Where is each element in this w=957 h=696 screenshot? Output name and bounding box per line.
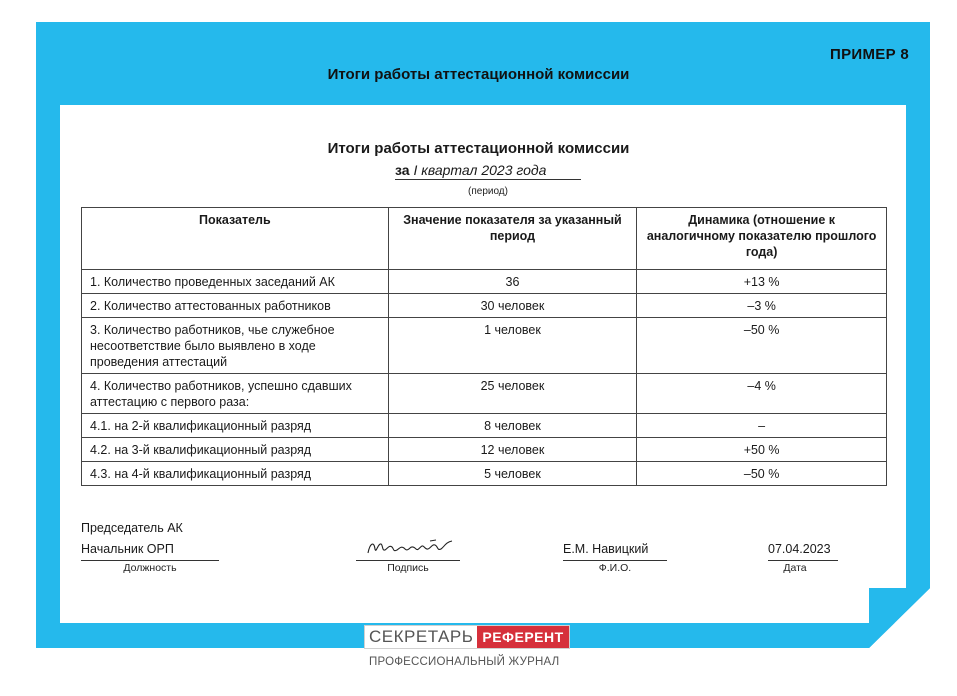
table-row — [82, 294, 887, 318]
table-header-row — [82, 208, 887, 270]
table-row — [82, 438, 887, 462]
row-indicator: 1. Количество проведенных заседаний АК — [82, 270, 389, 294]
date-underline — [768, 560, 838, 561]
row-dynamics: +13 % — [637, 270, 887, 294]
handwritten-signature-icon — [364, 537, 460, 559]
position-underline — [81, 560, 219, 561]
period-prefix: за — [395, 162, 410, 178]
row-value: 8 человек — [388, 414, 637, 438]
row-dynamics: –50 % — [637, 318, 887, 374]
page-curl-icon — [869, 588, 930, 648]
row-dynamics: –3 % — [637, 294, 887, 318]
period-value: I квартал 2023 года — [413, 162, 547, 178]
period-caption: (период) — [468, 186, 508, 197]
header-value: Значение показателя за указанный период — [388, 208, 637, 270]
row-value: 25 человек — [388, 374, 637, 414]
row-indicator: 4. Количество работников, успешно сдавших аттестацию с первого раза: — [82, 374, 389, 414]
table-row — [82, 318, 887, 374]
row-indicator: 3. Количество работников, чье служебное несоответствие было выявлено в ходе проведения аттестаций — [82, 318, 389, 374]
table-row — [82, 374, 887, 414]
date-caption: Дата — [783, 562, 807, 574]
signature-underline — [356, 560, 460, 561]
row-dynamics: +50 % — [637, 438, 887, 462]
position-line1: Председатель АК — [81, 521, 183, 535]
frame-title: Итоги работы аттестационной комиссии — [327, 66, 630, 83]
header-indicator: Показатель — [82, 208, 389, 270]
signature-caption: Подпись — [387, 562, 429, 574]
row-value: 12 человек — [388, 438, 637, 462]
position-line2: Начальник ОРП — [81, 542, 174, 556]
position-caption: Должность — [123, 562, 177, 574]
row-indicator: 2. Количество аттестованных работников — [82, 294, 389, 318]
person-name: Е.М. Навицкий — [563, 542, 649, 556]
row-indicator: 4.3. на 4-й квалификационный разряд — [82, 462, 389, 486]
brand-tagline: ПРОФЕССИОНАЛЬНЫЙ ЖУРНАЛ — [369, 656, 560, 668]
signature-date: 07.04.2023 — [768, 542, 831, 556]
row-value: 30 человек — [388, 294, 637, 318]
row-value: 36 — [388, 270, 637, 294]
row-dynamics: –50 % — [637, 462, 887, 486]
row-dynamics: –4 % — [637, 374, 887, 414]
table-row — [82, 270, 887, 294]
period-field — [395, 162, 581, 180]
document-title: Итоги работы аттестационной комиссии — [327, 140, 630, 157]
brand-name-part1: СЕКРЕТАРЬ — [369, 627, 474, 646]
row-indicator: 4.1. на 2-й квалификационный разряд — [82, 414, 389, 438]
row-value: 5 человек — [388, 462, 637, 486]
table-row — [82, 414, 887, 438]
name-caption: Ф.И.О. — [598, 562, 632, 574]
row-value: 1 человек — [388, 318, 637, 374]
name-underline — [563, 560, 667, 561]
table-row — [82, 462, 887, 486]
brand-name-part2: РЕФЕРЕНТ — [477, 626, 568, 648]
example-label: ПРИМЕР 8 — [830, 46, 909, 63]
report-table — [81, 207, 887, 486]
brand-logo — [364, 625, 570, 649]
row-dynamics: – — [637, 414, 887, 438]
row-indicator: 4.2. на 3-й квалификационный разряд — [82, 438, 389, 462]
header-dynamics: Динамика (отношение к аналогичному показателю прошлого года) — [637, 208, 887, 270]
